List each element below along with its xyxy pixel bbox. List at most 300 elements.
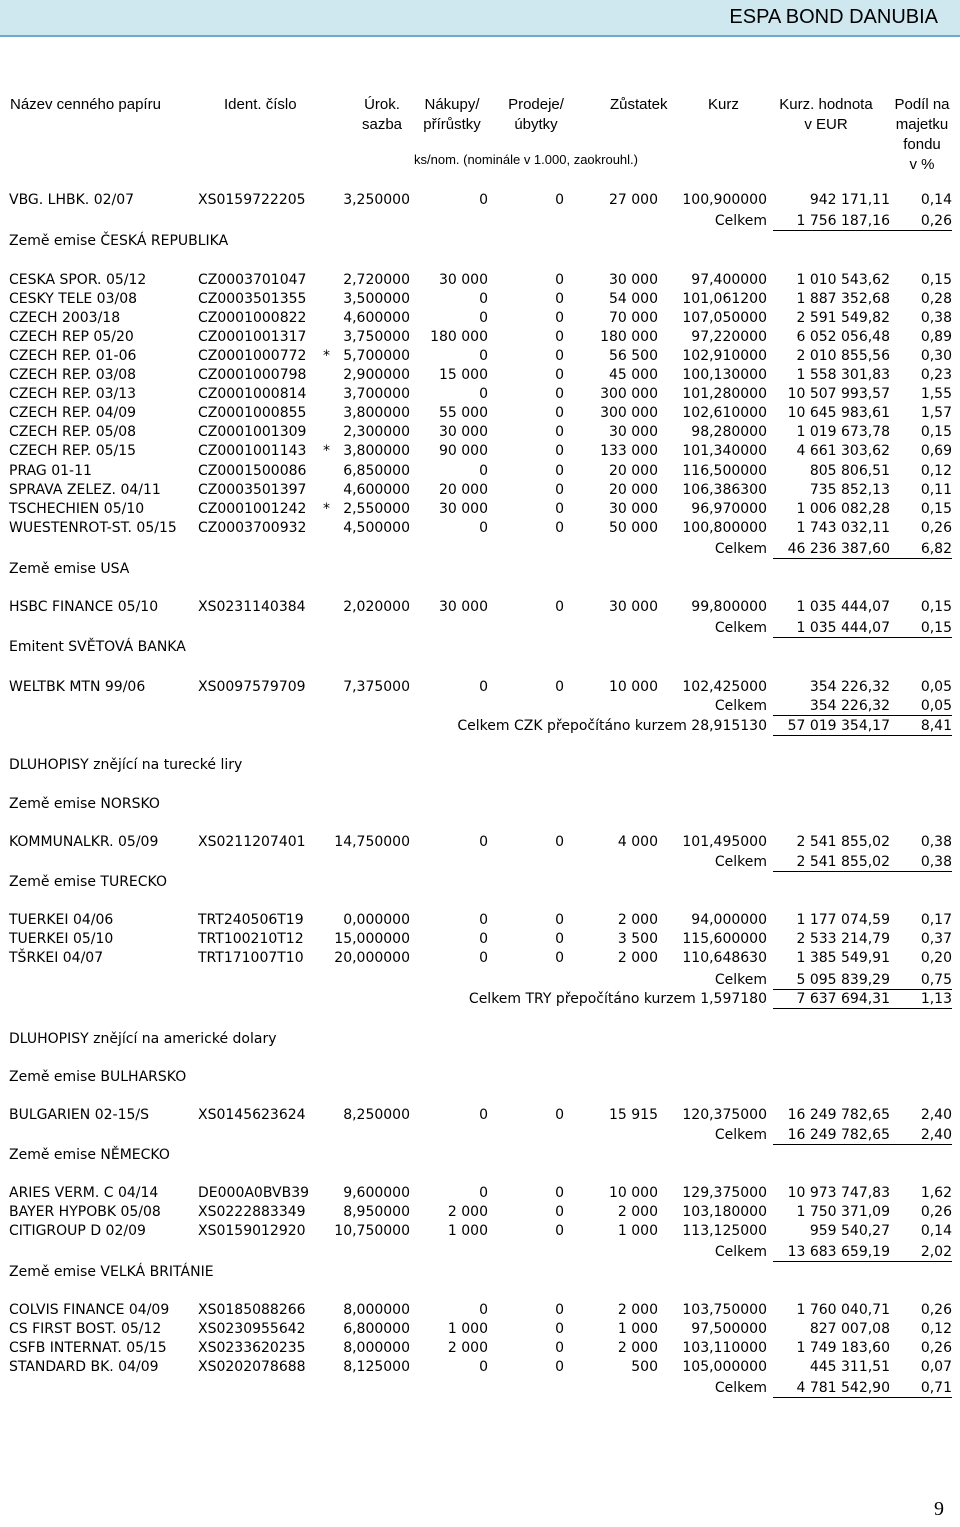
cell-val: 1 177 074,59 <box>796 912 890 928</box>
cell-val: 1 887 352,68 <box>796 291 890 307</box>
cell-buy: 0 <box>479 310 488 326</box>
cell-bal: 15 915 <box>609 1107 658 1123</box>
cell-buy: 0 <box>479 679 488 695</box>
total-label: Celkem <box>714 620 767 636</box>
total-label: Celkem <box>714 698 767 714</box>
cell-pct: 0,12 <box>920 1321 952 1337</box>
cell-sell: 0 <box>555 679 564 695</box>
cell-bal: 30 000 <box>609 599 658 615</box>
cell-val: 1 010 543,62 <box>796 272 890 288</box>
cell-rate: 3,700000 <box>343 386 410 402</box>
col-ident: Ident. číslo <box>224 96 297 113</box>
cell-name: KOMMUNALKR. 05/09 <box>9 834 159 850</box>
cell-sell: 0 <box>555 520 564 536</box>
total-row <box>0 1125 960 1145</box>
cell-sell: 0 <box>555 386 564 402</box>
total-label: Celkem <box>714 1244 767 1260</box>
table-row <box>0 461 960 481</box>
cell-id: CZ0001001143 <box>198 443 307 459</box>
cell-name: TSCHECHIEN 05/10 <box>9 501 145 517</box>
cell-val: 10 973 747,83 <box>787 1185 890 1201</box>
cell-id: XS0097579709 <box>198 679 306 695</box>
cell-rate: 4,600000 <box>343 482 410 498</box>
cell-price: 120,375000 <box>682 1107 767 1123</box>
cell-bal: 300 000 <box>600 405 658 421</box>
cell-pct: 0,17 <box>920 912 952 928</box>
table-row <box>0 327 960 347</box>
cell-bal: 20 000 <box>609 482 658 498</box>
cell-val: 1 760 040,71 <box>796 1302 890 1318</box>
cell-val: 2 533 214,79 <box>796 931 890 947</box>
cell-pct: 0,69 <box>920 443 952 459</box>
cell-rate: 15,000000 <box>334 931 410 947</box>
cell-name: CESKA SPOR. 05/12 <box>9 272 147 288</box>
col-rate: Úrok. sazba <box>361 96 403 133</box>
total-pct: 0,26 <box>890 211 952 231</box>
cell-val: 10 507 993,57 <box>787 386 890 402</box>
table-row <box>0 1202 960 1222</box>
cell-id: TRT100210T12 <box>198 931 304 947</box>
cell-name: COLVIS FINANCE 04/09 <box>9 1302 170 1318</box>
cell-price: 97,220000 <box>691 329 767 345</box>
cell-bal: 27 000 <box>609 192 658 208</box>
cell-name: CZECH REP. 05/15 <box>9 443 137 459</box>
total-row <box>0 852 960 872</box>
cell-bal: 45 000 <box>609 367 658 383</box>
cell-sell: 0 <box>555 950 564 966</box>
col-note: ks/nom. (nominále v 1.000, zaokrouhl.) <box>414 152 638 167</box>
cell-buy: 0 <box>479 348 488 364</box>
cell-rate: 3,250000 <box>343 192 410 208</box>
cell-buy: 1 000 <box>447 1321 488 1337</box>
cell-id: XS0231140384 <box>198 599 306 615</box>
cell-bal: 2 000 <box>617 1302 658 1318</box>
total-pct: 1,13 <box>890 989 952 1009</box>
cell-id: XS0233620235 <box>198 1340 306 1356</box>
cell-id: XS0159012920 <box>198 1223 306 1239</box>
cell-rate: 4,500000 <box>343 520 410 536</box>
section-heading: Země emise USA <box>9 561 130 577</box>
cell-val: 959 540,27 <box>809 1223 890 1239</box>
cell-pct: 0,14 <box>920 1223 952 1239</box>
total-label: Celkem <box>714 854 767 870</box>
cell-bal: 54 000 <box>609 291 658 307</box>
cell-buy: 90 000 <box>439 443 488 459</box>
col-sell: Prodeje/ úbytky <box>508 96 564 133</box>
table-row <box>0 1183 960 1203</box>
cell-sell: 0 <box>555 1321 564 1337</box>
col-value: Kurz. hodnota v EUR <box>779 96 873 133</box>
cell-price: 102,610000 <box>682 405 767 421</box>
cell-price: 103,180000 <box>682 1204 767 1220</box>
total-label: Celkem <box>714 1127 767 1143</box>
cell-bal: 300 000 <box>600 386 658 402</box>
cell-buy: 0 <box>479 291 488 307</box>
table-row <box>0 480 960 500</box>
cell-val: 1 019 673,78 <box>796 424 890 440</box>
cell-name: CZECH REP. 03/13 <box>9 386 137 402</box>
cell-rate: 7,375000 <box>343 679 410 695</box>
total-label: Celkem <box>714 213 767 229</box>
cell-pct: 0,30 <box>920 348 952 364</box>
total-val: 46 236 387,60 <box>773 539 890 559</box>
cell-rate: 3,500000 <box>343 291 410 307</box>
cell-buy: 20 000 <box>439 482 488 498</box>
cell-id: TRT171007T10 <box>198 950 304 966</box>
cell-sell: 0 <box>555 424 564 440</box>
total-val: 2 541 855,02 <box>773 852 890 872</box>
table-row <box>0 308 960 328</box>
cell-id: XS0185088266 <box>198 1302 306 1318</box>
cell-sell: 0 <box>555 599 564 615</box>
table-row <box>0 384 960 404</box>
cell-sell: 0 <box>555 463 564 479</box>
cell-id: XS0222883349 <box>198 1204 306 1220</box>
cell-rate: 8,950000 <box>343 1204 410 1220</box>
cell-rate: 2,900000 <box>343 367 410 383</box>
cell-sell: 0 <box>555 329 564 345</box>
cell-buy: 30 000 <box>439 501 488 517</box>
cell-buy: 2 000 <box>447 1204 488 1220</box>
cell-id: XS0211207401 <box>198 834 306 850</box>
cell-sell: 0 <box>555 348 564 364</box>
cell-pct: 0,26 <box>920 1204 952 1220</box>
cell-name: ARIES VERM. C 04/14 <box>9 1185 159 1201</box>
cell-val: 2 591 549,82 <box>796 310 890 326</box>
cell-name: VBG. LHBK. 02/07 <box>9 192 135 208</box>
cell-name: PRAG 01-11 <box>9 463 92 479</box>
cell-val: 1 749 183,60 <box>796 1340 890 1356</box>
cell-id: XS0159722205 <box>198 192 306 208</box>
cell-val: 1 385 549,91 <box>796 950 890 966</box>
cell-id: XS0145623624 <box>198 1107 306 1123</box>
cell-rate: 10,750000 <box>334 1223 410 1239</box>
cell-sell: 0 <box>555 1359 564 1375</box>
cell-id: CZ0001001309 <box>198 424 307 440</box>
cell-id: CZ0001000855 <box>198 405 307 421</box>
cell-rate: 3,800000 <box>343 405 410 421</box>
cell-pct: 0,15 <box>920 501 952 517</box>
total-row <box>0 1378 960 1398</box>
cell-buy: 15 000 <box>439 367 488 383</box>
cell-buy: 0 <box>479 386 488 402</box>
total-label: Celkem <box>714 972 767 988</box>
cell-rate: 5,700000 <box>343 348 410 364</box>
cell-buy: 0 <box>479 1107 488 1123</box>
cell-bal: 20 000 <box>609 463 658 479</box>
col-buy: Nákupy/ přírůstky <box>423 96 481 133</box>
cell-name: CZECH REP. 01-06 <box>9 348 137 364</box>
total-row <box>0 989 960 1009</box>
cell-id: XS0202078688 <box>198 1359 306 1375</box>
section-heading: Země emise BULHARSKO <box>9 1069 187 1085</box>
cell-name: HSBC FINANCE 05/10 <box>9 599 159 615</box>
cell-val: 735 852,13 <box>809 482 890 498</box>
table-row <box>0 1221 960 1241</box>
cell-name: CS FIRST BOST. 05/12 <box>9 1321 162 1337</box>
cell-buy: 55 000 <box>439 405 488 421</box>
cell-buy: 0 <box>479 1359 488 1375</box>
cell-price: 103,750000 <box>682 1302 767 1318</box>
cell-val: 445 311,51 <box>809 1359 890 1375</box>
cell-price: 101,280000 <box>682 386 767 402</box>
cell-buy: 0 <box>479 1185 488 1201</box>
cell-id: XS0230955642 <box>198 1321 306 1337</box>
total-label: Celkem TRY přepočítáno kurzem 1,597180 <box>468 991 767 1007</box>
cell-val: 2 541 855,02 <box>796 834 890 850</box>
cell-pct: 0,37 <box>920 931 952 947</box>
cell-price: 106,386300 <box>682 482 767 498</box>
col-name: Název cenného papíru <box>10 96 161 113</box>
cell-id: CZ0001000772 <box>198 348 307 364</box>
section-heading: DLUHOPISY znějící na americké dolary <box>9 1031 277 1047</box>
cell-val: 2 010 855,56 <box>796 348 890 364</box>
cell-name: TUERKEI 04/06 <box>9 912 114 928</box>
cell-sell: 0 <box>555 482 564 498</box>
section-heading: DLUHOPISY znějící na turecké liry <box>9 757 243 773</box>
cell-sell: 0 <box>555 291 564 307</box>
cell-price: 105,000000 <box>682 1359 767 1375</box>
cell-name: CZECH 2003/18 <box>9 310 121 326</box>
cell-pct: 0,89 <box>920 329 952 345</box>
cell-price: 100,800000 <box>682 520 767 536</box>
fund-title: ESPA BOND DANUBIA <box>729 6 938 28</box>
cell-price: 96,970000 <box>691 501 767 517</box>
total-pct: 8,41 <box>890 716 952 736</box>
cell-id: CZ0001000822 <box>198 310 307 326</box>
cell-pct: 0,26 <box>920 520 952 536</box>
cell-bal: 2 000 <box>617 950 658 966</box>
cell-pct: 0,23 <box>920 367 952 383</box>
cell-name: CZECH REP. 04/09 <box>9 405 137 421</box>
cell-bal: 180 000 <box>600 329 658 345</box>
cell-name: CZECH REP 05/20 <box>9 329 134 345</box>
cell-rate: 8,000000 <box>343 1302 410 1318</box>
cell-price: 101,061200 <box>682 291 767 307</box>
cell-rate: 3,750000 <box>343 329 410 345</box>
cell-bal: 2 000 <box>617 1204 658 1220</box>
cell-bal: 3 500 <box>617 931 658 947</box>
total-val: 5 095 839,29 <box>773 970 890 990</box>
table-row <box>0 832 960 852</box>
total-val: 16 249 782,65 <box>773 1125 890 1145</box>
total-row <box>0 696 960 716</box>
header-bar <box>0 0 960 35</box>
cell-id: TRT240506T19 <box>198 912 304 928</box>
total-val: 1 756 187,16 <box>773 211 890 231</box>
cell-sell: 0 <box>555 443 564 459</box>
cell-sell: 0 <box>555 912 564 928</box>
cell-bal: 133 000 <box>600 443 658 459</box>
cell-bal: 30 000 <box>609 272 658 288</box>
section-heading: Země emise NORSKO <box>9 796 160 812</box>
total-pct: 0,71 <box>890 1378 952 1398</box>
cell-bal: 2 000 <box>617 912 658 928</box>
cell-pct: 0,12 <box>920 463 952 479</box>
cell-rate: 8,125000 <box>343 1359 410 1375</box>
cell-pct: 0,07 <box>920 1359 952 1375</box>
cell-sell: 0 <box>555 1340 564 1356</box>
total-row <box>0 716 960 736</box>
table-row <box>0 1357 960 1377</box>
cell-price: 100,900000 <box>682 192 767 208</box>
total-val: 13 683 659,19 <box>773 1242 890 1262</box>
table-row <box>0 365 960 385</box>
cell-pct: 0,20 <box>920 950 952 966</box>
cell-rate: 9,600000 <box>343 1185 410 1201</box>
cell-price: 110,648630 <box>682 950 767 966</box>
cell-pct: 0,26 <box>920 1340 952 1356</box>
cell-pct: 0,28 <box>920 291 952 307</box>
cell-bal: 1 000 <box>617 1321 658 1337</box>
cell-val: 1 035 444,07 <box>796 599 890 615</box>
cell-bal: 10 000 <box>609 1185 658 1201</box>
cell-val: 1 743 032,11 <box>796 520 890 536</box>
cell-name: WELTBK MTN 99/06 <box>9 679 146 695</box>
total-label: Celkem <box>714 541 767 557</box>
cell-star: * <box>323 348 330 364</box>
cell-id: CZ0001000798 <box>198 367 307 383</box>
cell-name: TŠRKEI 04/07 <box>9 950 104 966</box>
cell-id: CZ0003700932 <box>198 520 307 536</box>
cell-name: SPRAVA ZELEZ. 04/11 <box>9 482 161 498</box>
cell-bal: 70 000 <box>609 310 658 326</box>
cell-id: CZ0003701047 <box>198 272 307 288</box>
cell-val: 10 645 983,61 <box>787 405 890 421</box>
cell-rate: 8,250000 <box>343 1107 410 1123</box>
col-share: Podíl na majetku fondu v % <box>894 96 950 173</box>
cell-name: CZECH REP. 03/08 <box>9 367 137 383</box>
cell-sell: 0 <box>555 1185 564 1201</box>
cell-name: CZECH REP. 05/08 <box>9 424 137 440</box>
total-val: 7 637 694,31 <box>773 989 890 1009</box>
cell-val: 827 007,08 <box>809 1321 890 1337</box>
cell-pct: 0,38 <box>920 310 952 326</box>
cell-pct: 0,11 <box>920 482 952 498</box>
cell-buy: 30 000 <box>439 272 488 288</box>
cell-pct: 2,40 <box>920 1107 952 1123</box>
cell-rate: 3,800000 <box>343 443 410 459</box>
table-row <box>0 1300 960 1320</box>
cell-name: WUESTENROT-ST. 05/15 <box>9 520 177 536</box>
table-row <box>0 910 960 930</box>
cell-buy: 0 <box>479 463 488 479</box>
total-row <box>0 211 960 231</box>
cell-name: CESKY TELE 03/08 <box>9 291 138 307</box>
table-row <box>0 346 960 366</box>
total-pct: 2,40 <box>890 1125 952 1145</box>
section-heading: Země emise NĚMECKO <box>9 1147 170 1163</box>
cell-price: 94,000000 <box>691 912 767 928</box>
cell-pct: 0,15 <box>920 424 952 440</box>
cell-buy: 1 000 <box>447 1223 488 1239</box>
cell-price: 97,500000 <box>691 1321 767 1337</box>
cell-sell: 0 <box>555 310 564 326</box>
cell-id: CZ0001001317 <box>198 329 307 345</box>
total-row <box>0 970 960 990</box>
total-row <box>0 1242 960 1262</box>
cell-price: 99,800000 <box>691 599 767 615</box>
cell-bal: 4 000 <box>617 834 658 850</box>
cell-star: * <box>323 443 330 459</box>
table-row <box>0 422 960 442</box>
cell-sell: 0 <box>555 1107 564 1123</box>
cell-star: * <box>323 501 330 517</box>
cell-name: BAYER HYPOBK 05/08 <box>9 1204 161 1220</box>
cell-pct: 1,62 <box>920 1185 952 1201</box>
cell-id: CZ0003501355 <box>198 291 307 307</box>
cell-buy: 0 <box>479 1302 488 1318</box>
cell-price: 101,495000 <box>682 834 767 850</box>
cell-id: CZ0003501397 <box>198 482 307 498</box>
cell-sell: 0 <box>555 367 564 383</box>
cell-price: 102,910000 <box>682 348 767 364</box>
table-row <box>0 1319 960 1339</box>
cell-sell: 0 <box>555 1302 564 1318</box>
total-row <box>0 618 960 638</box>
table-row <box>0 441 960 461</box>
cell-val: 354 226,32 <box>809 679 890 695</box>
cell-pct: 0,15 <box>920 272 952 288</box>
cell-sell: 0 <box>555 272 564 288</box>
cell-sell: 0 <box>555 192 564 208</box>
cell-val: 805 806,51 <box>809 463 890 479</box>
total-pct: 0,75 <box>890 970 952 990</box>
table-row <box>0 499 960 519</box>
total-pct: 0,05 <box>890 696 952 716</box>
cell-price: 129,375000 <box>682 1185 767 1201</box>
cell-bal: 30 000 <box>609 501 658 517</box>
table-row <box>0 270 960 290</box>
table-row <box>0 929 960 949</box>
cell-id: CZ0001500086 <box>198 463 307 479</box>
cell-price: 103,110000 <box>682 1340 767 1356</box>
cell-pct: 1,57 <box>920 405 952 421</box>
table-row <box>0 289 960 309</box>
cell-val: 1 750 371,09 <box>796 1204 890 1220</box>
cell-pct: 0,14 <box>920 192 952 208</box>
cell-pct: 0,26 <box>920 1302 952 1318</box>
cell-sell: 0 <box>555 1223 564 1239</box>
cell-name: BULGARIEN 02-15/S <box>9 1107 149 1123</box>
cell-id: CZ0001000814 <box>198 386 307 402</box>
section-heading: Země emise TURECKO <box>9 874 167 890</box>
col-price: Kurz <box>708 96 739 113</box>
cell-name: TUERKEI 05/10 <box>9 931 114 947</box>
cell-bal: 30 000 <box>609 424 658 440</box>
cell-buy: 0 <box>479 950 488 966</box>
cell-buy: 0 <box>479 834 488 850</box>
cell-buy: 30 000 <box>439 599 488 615</box>
total-val: 1 035 444,07 <box>773 618 890 638</box>
total-val: 354 226,32 <box>773 696 890 716</box>
cell-rate: 2,020000 <box>343 599 410 615</box>
cell-bal: 50 000 <box>609 520 658 536</box>
total-pct: 0,15 <box>890 618 952 638</box>
cell-val: 1 558 301,83 <box>796 367 890 383</box>
table-row <box>0 1338 960 1358</box>
cell-buy: 30 000 <box>439 424 488 440</box>
total-pct: 2,02 <box>890 1242 952 1262</box>
cell-val: 4 661 303,62 <box>796 443 890 459</box>
cell-price: 116,500000 <box>682 463 767 479</box>
cell-buy: 0 <box>479 520 488 536</box>
header-divider <box>0 35 960 37</box>
cell-bal: 10 000 <box>609 679 658 695</box>
cell-rate: 2,300000 <box>343 424 410 440</box>
total-pct: 0,38 <box>890 852 952 872</box>
cell-pct: 0,05 <box>920 679 952 695</box>
